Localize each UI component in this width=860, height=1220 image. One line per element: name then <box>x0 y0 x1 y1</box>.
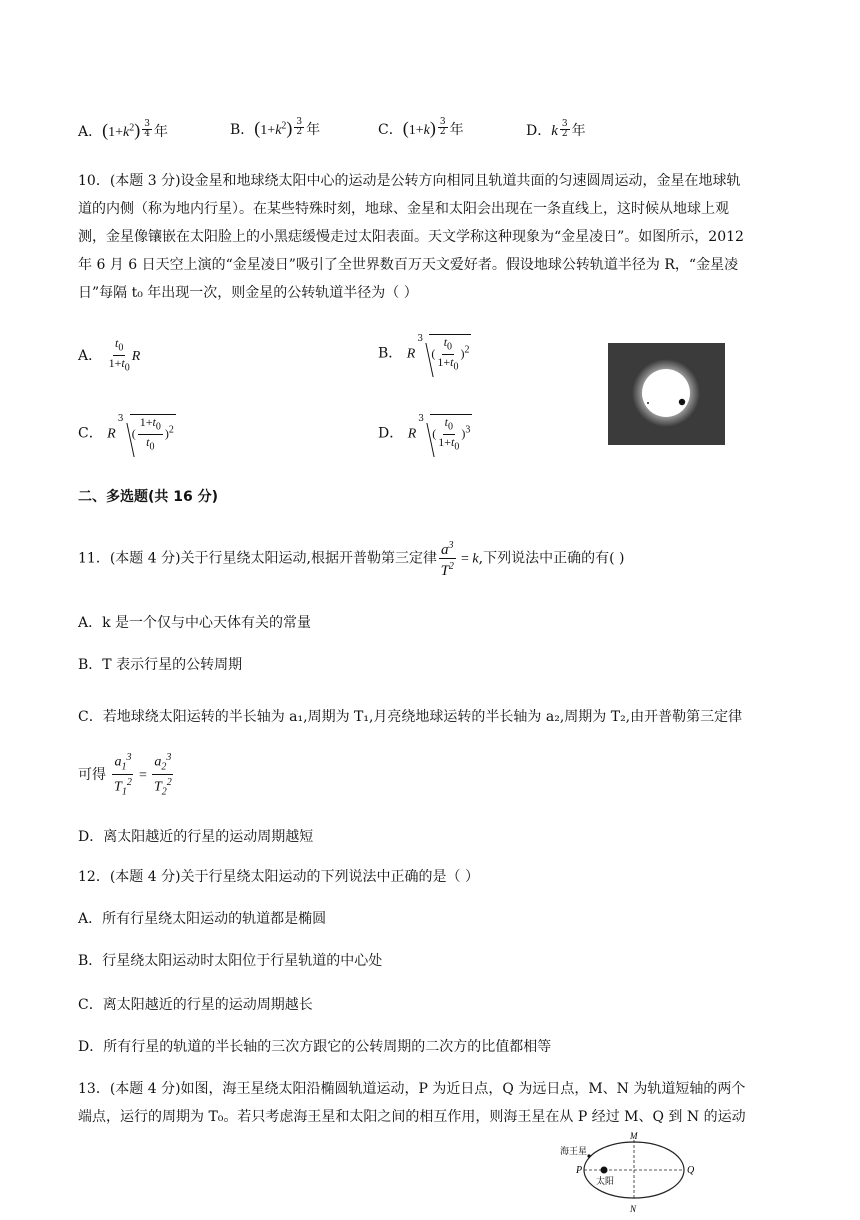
neptune-orbit-diagram <box>556 1132 706 1216</box>
q12-option-a: A．所有行星绕太阳运动的轨道都是椭圆 <box>78 911 327 927</box>
q11-option-a: A．k 是一个仅与中心天体有关的常量 <box>78 615 312 631</box>
neptune-dot <box>587 1154 590 1157</box>
q12-option-d: D．所有行星的轨道的半长轴的三次方跟它的公转周期的二次方的比值都相等 <box>78 1039 552 1055</box>
q10-stem-line4: 年 6 月 6 日天空上演的“金星凌日”吸引了全世界数百万天文爱好者。假设地球公转轨道半径为 R，“金星凌 <box>78 257 739 273</box>
q10-option-c: C． R 3 ( $\frac{1+t_0}{t_0}$ )$^2$ <box>78 414 176 455</box>
q11-stem-tail: ,下列说法中正确的有( ) <box>478 550 625 567</box>
option-label: A． <box>78 124 103 140</box>
orbit-svg <box>556 1132 706 1216</box>
q12-stem: 12．(本题 4 分)关于行星绕太阳运动的下列说法中正确的是（ ） <box>78 869 479 885</box>
q13-stem-line2: 端点，运行的周期为 T₀。若只考虑海王星和太阳之间的相互作用，则海王星在从 P 经过 M、Q 到 N 的运动 <box>78 1109 746 1125</box>
unit-year: 年 <box>306 122 321 138</box>
q10-stem-line3: 测，金星像镶嵌在太阳脸上的小黑痣缓慢走过太阳表面。天文学称这种现象为“金星凌日”。如图所示，2012 <box>78 229 744 245</box>
q10-option-a: A． $\frac{t_0}{1+t_0}$ R <box>78 336 141 374</box>
q11-c-prefix: 可得 <box>78 766 106 783</box>
q9-option-c: C．(1+k) $\frac{3}{2}$ 年 <box>378 117 464 138</box>
q10-option-b: B． R 3 ( $\frac{t_0}{1+t_0}$ )$^2$ <box>378 334 471 375</box>
point-n-label: N <box>630 1204 637 1214</box>
option-label: C． <box>378 122 403 138</box>
sun-label: 太阳 <box>596 1177 615 1187</box>
venus-transit-image <box>608 343 725 445</box>
point-p-label: P <box>576 1165 583 1176</box>
q11-option-b: B．T 表示行星的公转周期 <box>78 657 243 673</box>
q12-option-c: C．离太阳越近的行星的运动周期越长 <box>78 997 313 1013</box>
q11-stem-text: 11．(本题 4 分)关于行星绕太阳运动,根据开普勒第三定律 <box>78 550 437 567</box>
exponent-fraction: $\frac{3}{4}$ <box>144 119 150 139</box>
unit-year: 年 <box>153 124 168 140</box>
option-label: A． <box>78 347 103 364</box>
q10-stem-line2: 道的内侧（称为地内行星）。在某些特殊时刻，地球、金星和太阳会出现在一条直线上，这时候从地球上观 <box>78 201 729 217</box>
exponent-fraction: $\frac{3}{2}$ <box>296 117 303 137</box>
option-label: D． <box>526 123 552 139</box>
q9-option-d: D．k $\frac{3}{2}$ 年 <box>526 119 586 139</box>
sun-dot <box>601 1167 608 1174</box>
venus-transit-photo <box>608 343 725 445</box>
option-label: B． <box>378 345 403 362</box>
option-label: D． <box>378 425 404 442</box>
unit-year: 年 <box>571 123 586 139</box>
q13-stem-line1: 13．(本题 4 分)如图，海王星绕太阳沿椭圆轨道运动，P 为近日点，Q 为远日点，M、N 为轨道短轴的两个 <box>78 1081 746 1097</box>
section-heading: 二、多选题(共 16 分) <box>78 489 219 505</box>
q12-option-b: B．行星绕太阳运动时太阳位于行星轨道的中心处 <box>78 953 383 969</box>
q9-option-a: A．$(1+k^2)$ $\frac{3}{4}$ 年 <box>78 119 168 140</box>
q11-option-c-line2: 可得 $\frac{a_1^3}{T_1^2}$ = $\frac{a_2^3}{T_2^2}$ <box>78 752 172 798</box>
point-m-label: M <box>630 1132 638 1141</box>
q9-options-row <box>78 116 778 146</box>
planet-label: 海王星 <box>560 1147 588 1157</box>
option-label: C． <box>78 425 103 442</box>
q11-option-c-line1: C．若地球绕太阳运转的半长轴为 a₁,周期为 T₁,月亮绕地球运转的半长轴为 a₂,周期为 T₂,由开普勒第三定律 <box>78 709 743 725</box>
q11-option-d: D．离太阳越近的行星的运动周期越短 <box>78 829 314 845</box>
exponent-fraction: $\frac{3}{2}$ <box>561 119 568 139</box>
q11-stem: 11．(本题 4 分)关于行星绕太阳运动,根据开普勒第三定律 $\frac{a^3}{T^2}$ = k,下列说法中正确的有( ) <box>78 540 625 579</box>
q9-option-b: B．$(1+k^2)$ $\frac{3}{2}$ 年 <box>230 117 321 138</box>
q10-stem-line5: 日”每隔 t₀ 年出现一次，则金星的公转轨道半径为（ ） <box>78 285 418 301</box>
q10-stem-line1: 10．(本题 3 分)设金星和地球绕太阳中心的运动是公转方向相同且轨道共面的匀速圆周运动，金星在地球轨 <box>78 173 741 189</box>
kepler-formula: $\frac{a^3}{T^2}$ <box>440 540 454 579</box>
point-q-label: Q <box>687 1165 695 1176</box>
option-label: B． <box>230 122 255 138</box>
unit-year: 年 <box>449 122 464 138</box>
exponent-fraction: $\frac{3}{2}$ <box>439 117 446 137</box>
q10-option-d: D． R 3 ( $\frac{t_0}{1+t_0}$ )$^3$ <box>378 414 472 455</box>
